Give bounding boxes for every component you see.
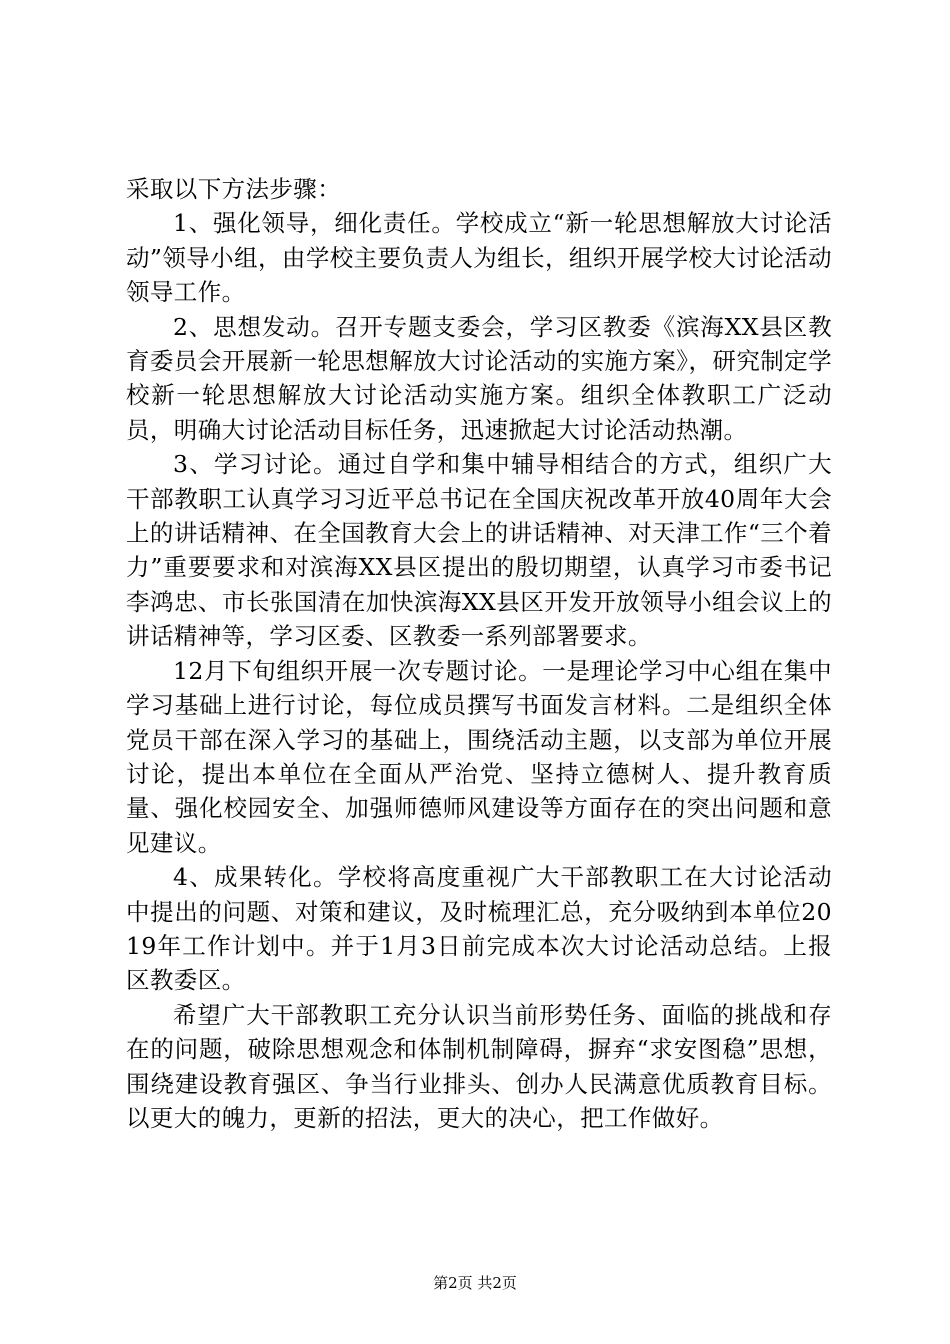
intro-line: 采取以下方法步骤： [126,175,342,203]
document-body [126,172,832,1135]
paragraph-step-2: 2、思想发动。召开专题支委会，学习区教委《滨海XX县区教育委员会开展新一轮思想解放大讨论活动的实施方案》，研究制定学校新一轮思想解放大讨论活动实施方案。组织全体教职工广泛动员，明确大讨论活动目标任务，迅速掀起大讨论活动热潮。 [126,312,832,444]
paragraph-step-3: 3、学习讨论。通过自学和集中辅导相结合的方式，组织广大干部教职工认真学习习近平总书记在全国庆祝改革开放40周年大会上的讲话精神、在全国教育大会上的讲话精神、对天津工作“三个着力”重要要求和对滨海XX县区提出的殷切期望，认真学习市委书记李鸿忠、市长张国清在加快滨海XX县区开发开放领导小组会议上的讲话精神等，学习区委、区教委一系列部署要求。 [126,450,832,651]
paragraph-step-1: 1、强化领导，细化责任。学校成立“新一轮思想解放大讨论活动”领导小组，由学校主要负责人为组长，组织开展学校大讨论活动领导工作。 [126,209,832,307]
page-footer: 第2页 共2页 [433,1274,517,1292]
paragraph-step-4: 4、成果转化。学校将高度重视广大干部教职工在大讨论活动中提出的问题、对策和建议，及时梳理汇总，充分吸纳到本单位2019年工作计划中。并于1月3日前完成本次大讨论活动总结。上报区教委区。 [126,863,832,995]
paragraph-discussion: 12月下旬组织开展一次专题讨论。一是理论学习中心组在集中学习基础上进行讨论，每位成员撰写书面发言材料。二是组织全体党员干部在深入学习的基础上，围绕活动主题，以支部为单位开展讨论，提出本单位在全面从严治党、坚持立德树人、提升教育质量、强化校园安全、加强师德师风建设等方面存在的突出问题和意见建议。 [126,656,832,857]
paragraph-conclusion: 希望广大干部教职工充分认识当前形势任务、面临的挑战和存在的问题，破除思想观念和体制机制障碍，摒弃“求安图稳”思想，围绕建设教育强区、争当行业排头、创办人民满意优质教育目标。以更大的魄力，更新的招法，更大的决心，把工作做好。 [126,1000,832,1132]
